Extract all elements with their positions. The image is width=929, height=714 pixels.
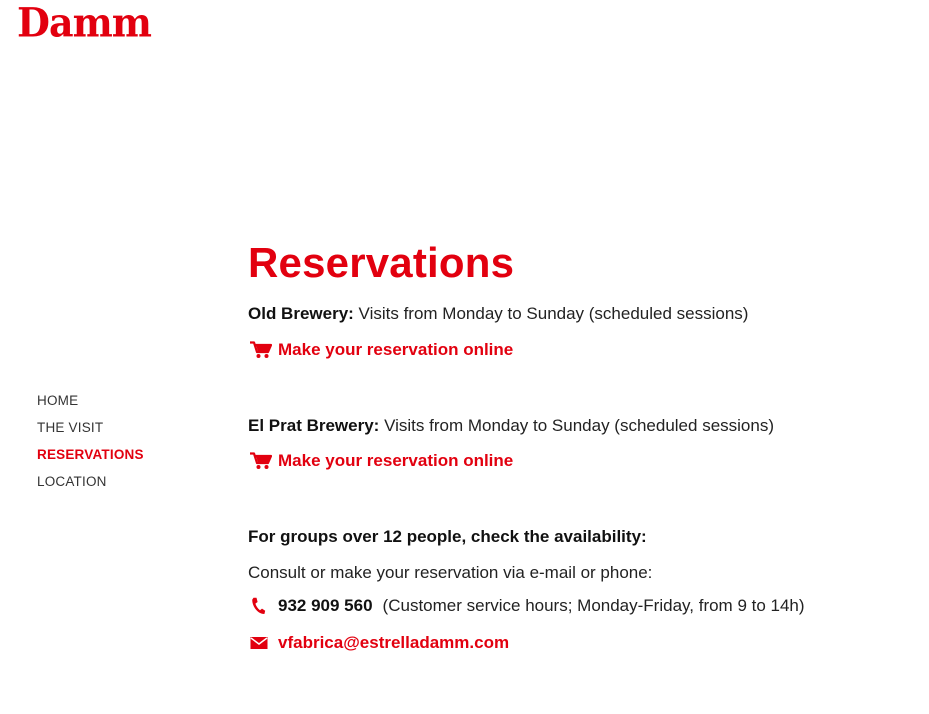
phone-row (248, 596, 805, 616)
main-content (248, 236, 888, 652)
el-prat-label: El Prat Brewery: (248, 416, 380, 435)
el-prat-text: Visits from Monday to Sunday (scheduled sessions) (379, 416, 774, 435)
nav-item-reservations[interactable]: RESERVATIONS (37, 447, 144, 462)
page-title: Reservations (248, 239, 515, 286)
old-brewery-text: Visits from Monday to Sunday (scheduled sessions) (353, 304, 749, 323)
consult-text: Consult or make your reservation via e-mail or phone: (248, 563, 653, 582)
el-prat-info (248, 414, 774, 438)
groups-heading: For groups over 12 people, check the availability: (248, 527, 647, 546)
cart-icon (250, 341, 274, 359)
envelope-icon (250, 634, 274, 652)
el-prat-reserve-label: Make your reservation online (278, 451, 514, 470)
old-brewery-info (248, 302, 748, 326)
nav-item-location[interactable]: LOCATION (37, 474, 107, 489)
old-brewery-label: Old Brewery: (248, 304, 354, 323)
email-link[interactable] (248, 631, 509, 655)
damm-logo[interactable]: Damm (17, 0, 151, 47)
side-nav (37, 387, 207, 495)
cart-icon (250, 452, 274, 470)
phone-hours-note: (Customer service hours; Monday-Friday, from 9 to 14h) (382, 596, 805, 615)
el-prat-reserve-link[interactable] (248, 449, 513, 473)
old-brewery-reserve-link[interactable] (248, 338, 513, 362)
email-address: vfabrica@estrelladamm.com (278, 633, 510, 652)
phone-number-link[interactable]: 932 909 560 (278, 596, 373, 615)
nav-item-home[interactable]: HOME (37, 393, 79, 408)
phone-icon (250, 597, 274, 615)
old-brewery-reserve-label: Make your reservation online (278, 340, 514, 359)
nav-item-the-visit[interactable]: THE VISIT (37, 420, 104, 435)
